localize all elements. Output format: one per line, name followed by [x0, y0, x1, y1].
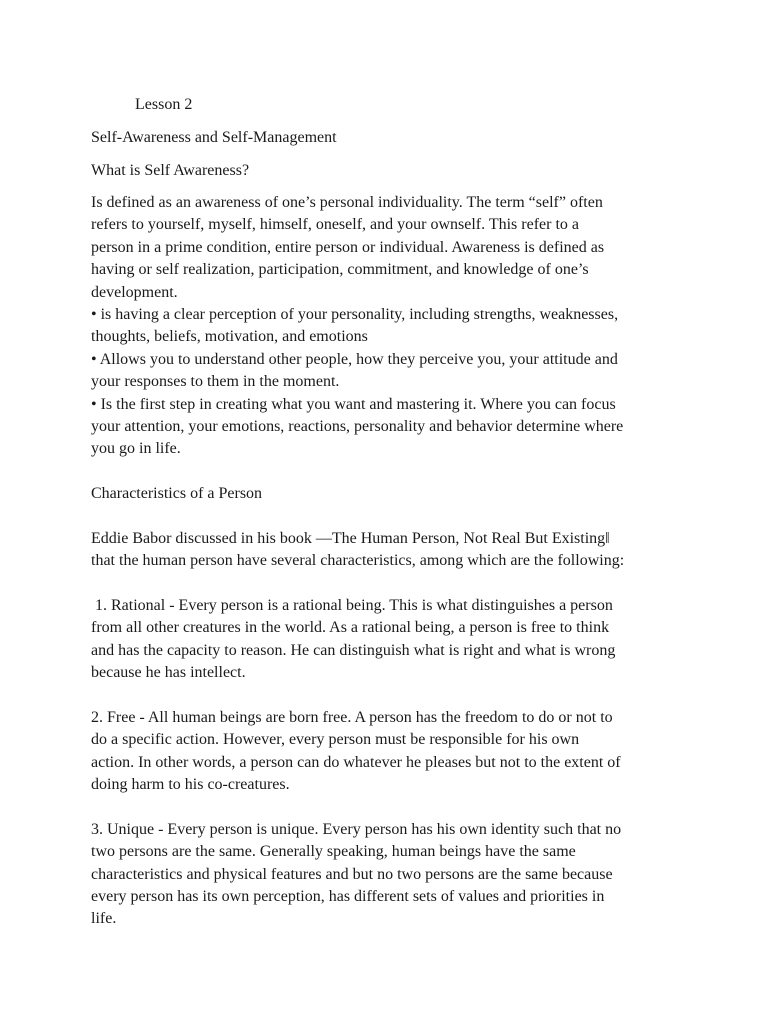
- bullet-line: • Is the first step in creating what you want and mastering it. Where you can focus: [91, 396, 616, 413]
- intro-line: Eddie Babor discussed in his book ―The Human Person, Not Real But Existing‖: [91, 530, 610, 547]
- item-free-line: 2. Free - All human beings are born free. A person has the freedom to do or not to: [91, 709, 613, 726]
- definition-line: having or self realization, participation, commitment, and knowledge of one’s: [91, 261, 589, 278]
- item-rational-line: 1. Rational - Every person is a rational being. This is what distinguishes a person: [91, 597, 613, 614]
- item-unique-line: two persons are the same. Generally speaking, human beings have the same: [91, 843, 576, 860]
- intro-line: that the human person have several characteristics, among which are the following:: [91, 552, 625, 569]
- bullet-line: your attention, your emotions, reactions, personality and behavior determine where: [91, 418, 624, 435]
- section-question: What is Self Awareness?: [91, 162, 250, 179]
- item-unique-line: life.: [91, 910, 117, 927]
- bullet-line: • is having a clear perception of your personality, including strengths, weaknesses,: [91, 306, 619, 323]
- definition-line: development.: [91, 284, 178, 301]
- item-free-line: doing harm to his co-creatures.: [91, 776, 290, 793]
- item-unique-line: every person has its own perception, has different sets of values and priorities in: [91, 888, 605, 905]
- item-free-line: do a specific action. However, every person must be responsible for his own: [91, 731, 580, 748]
- bullet-line: your responses to them in the moment.: [91, 373, 340, 390]
- item-rational-line: and has the capacity to reason. He can distinguish what is right and what is wrong: [91, 642, 616, 659]
- definition-line: refers to yourself, myself, himself, oneself, and your ownself. This refer to a: [91, 216, 580, 233]
- bullet-line: • Allows you to understand other people, how they perceive you, your attitude and: [91, 351, 618, 368]
- item-unique-line: 3. Unique - Every person is unique. Every person has his own identity such that no: [91, 821, 622, 838]
- item-free-line: action. In other words, a person can do whatever he pleases but not to the extent of: [91, 754, 621, 771]
- lesson-number: Lesson 2: [135, 96, 193, 113]
- section-heading: Characteristics of a Person: [91, 485, 263, 502]
- bullet-line: you go in life.: [91, 440, 181, 457]
- document-title: Self-Awareness and Self-Management: [91, 129, 337, 146]
- bullet-line: thoughts, beliefs, motivation, and emotions: [91, 328, 368, 345]
- definition-line: person in a prime condition, entire person or individual. Awareness is defined as: [91, 239, 605, 256]
- definition-line: Is defined as an awareness of one’s personal individuality. The term “self” often: [91, 194, 603, 211]
- item-rational-line: because he has intellect.: [91, 664, 246, 681]
- item-unique-line: characteristics and physical features and but no two persons are the same because: [91, 866, 613, 883]
- item-rational-line: from all other creatures in the world. As a rational being, a person is free to think: [91, 619, 610, 636]
